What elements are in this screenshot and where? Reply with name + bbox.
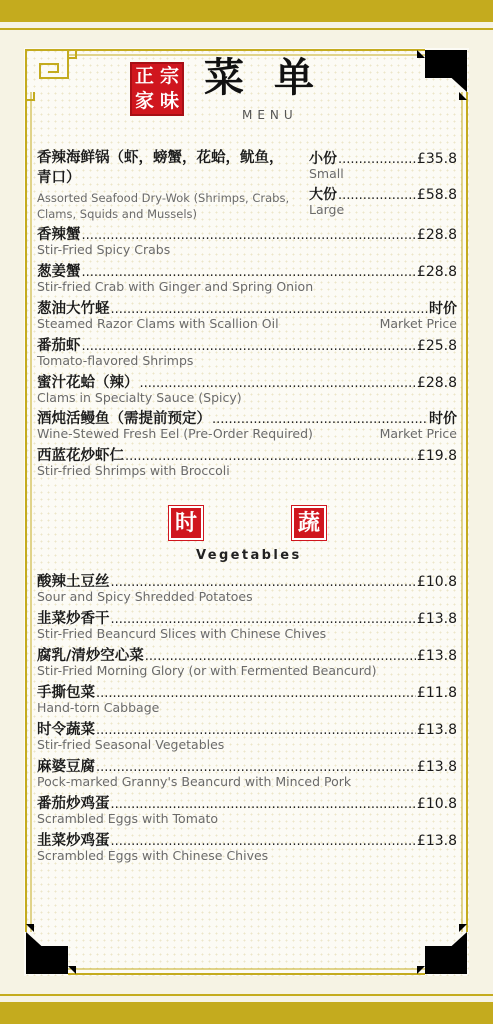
- dot-leader: [111, 302, 429, 317]
- dish-name-en: Stir-fried Seasonal Vegetables: [37, 737, 225, 752]
- menu-item: [37, 681, 457, 717]
- dish-price: £10.8: [416, 574, 457, 590]
- dot-leader: [96, 723, 416, 738]
- dot-leader: [338, 188, 416, 203]
- dish-name-zh: 酒炖活鳗鱼（需提前预定）: [37, 411, 211, 427]
- dish-name-zh: 酸辣土豆丝: [37, 574, 110, 590]
- seal-stamp: [130, 62, 184, 116]
- dot-leader: [111, 834, 416, 849]
- dot-leader: [338, 152, 416, 167]
- top-gold-bar: [0, 0, 493, 22]
- dot-leader: [212, 412, 428, 427]
- dish-name-zh: 韭菜炒鸡蛋: [37, 833, 110, 849]
- dish-name-en: Stir-fried Crab with Ginger and Spring Onion: [37, 279, 314, 294]
- dish-name-zh: 西蓝花炒虾仁: [37, 448, 124, 464]
- page-subtitle: MENU: [242, 108, 298, 122]
- dish-name-en: Stir-Fried Beancurd Slices with Chinese Chives: [37, 626, 327, 641]
- dot-leader: [82, 339, 416, 354]
- menu-item: [37, 371, 457, 407]
- dish-name-zh: 番茄虾: [37, 338, 81, 354]
- dish-name-zh: 手撕包菜: [37, 685, 95, 701]
- dot-leader: [140, 376, 416, 391]
- dot-leader: [111, 612, 416, 627]
- page-title: 菜单: [204, 54, 344, 101]
- size-label-zh: 小份: [309, 151, 337, 167]
- dish-name-en: Stir-Fried Morning Glory (or with Fermented Beancurd): [37, 663, 377, 678]
- dish-name-en: Scrambled Eggs with Chinese Chives: [37, 848, 269, 863]
- dish-price: £19.8: [416, 448, 457, 464]
- dish-name-zh: 香辣蟹: [37, 227, 81, 243]
- dish-price: £28.8: [416, 264, 457, 280]
- dish-name-en: Steamed Razor Clams with Scallion Oil: [37, 316, 279, 331]
- dish-price: £10.8: [416, 796, 457, 812]
- dish-price: £13.8: [416, 833, 457, 849]
- dish-name-en: Sour and Spicy Shredded Potatoes: [37, 589, 253, 604]
- seal-char: 味: [159, 90, 179, 112]
- dish-price: 时价: [429, 301, 457, 317]
- menu-item: [37, 260, 457, 296]
- menu-item: [37, 607, 457, 643]
- dish-price: £25.8: [416, 338, 457, 354]
- menu-item: [37, 334, 457, 370]
- dish-name-zh: 番茄炒鸡蛋: [37, 796, 110, 812]
- dish-name-zh: 香辣海鲜锅（虾，螃蟹，花蛤，鱿鱼，青口）: [37, 150, 284, 186]
- section-title-char: 时: [169, 506, 203, 540]
- seal-char: 家: [134, 90, 154, 112]
- menu-item: [37, 644, 457, 680]
- dish-price: £35.8: [416, 151, 457, 167]
- bottom-gold-bar: [0, 1002, 493, 1024]
- dish-name-en: Clams in Specialty Sauce (Spicy): [37, 390, 242, 405]
- dish-price: £11.8: [416, 685, 457, 701]
- dish-name-zh: 时令蔬菜: [37, 722, 95, 738]
- dish-name-en: Stir-fried Shrimps with Broccoli: [37, 463, 230, 478]
- dish-name-en: Scrambled Eggs with Tomato: [37, 811, 219, 826]
- menu-item-hotpot: [37, 148, 457, 222]
- menu-item: [37, 570, 457, 606]
- menu-item: [37, 297, 457, 333]
- menu-item: [37, 223, 457, 259]
- dish-price: £58.8: [416, 187, 457, 203]
- menu-item: [37, 829, 457, 865]
- menu-item: [37, 718, 457, 754]
- dish-name-zh: 蜜汁花蛤（辣）: [37, 375, 139, 391]
- dot-leader: [145, 649, 416, 664]
- dish-price: 时价: [429, 411, 457, 427]
- dish-name-en: Pock-marked Granny's Beancurd with Minced Pork: [37, 774, 352, 789]
- dot-leader: [82, 228, 416, 243]
- dish-name-zh: 韭菜炒香干: [37, 611, 110, 627]
- menu-item: [37, 792, 457, 828]
- dish-name-en: Stir-Fried Spicy Crabs: [37, 242, 171, 257]
- dish-price: £13.8: [416, 722, 457, 738]
- market-price-label: Market Price: [379, 316, 457, 331]
- seal-char: 正: [134, 65, 154, 87]
- dish-name-zh: 葱姜蟹: [37, 264, 81, 280]
- dish-name-en: Wine-Stewed Fresh Eel (Pre-Order Required): [37, 426, 313, 441]
- dish-price: £28.8: [416, 375, 457, 391]
- bottom-gold-line: [0, 994, 493, 996]
- menu-item: [37, 755, 457, 791]
- seal-char: 宗: [159, 65, 179, 87]
- section-title-en: Vegetables: [196, 548, 302, 563]
- dot-leader: [82, 265, 416, 280]
- dot-leader: [111, 575, 416, 590]
- market-price-label: Market Price: [379, 426, 457, 441]
- menu-item: [37, 407, 457, 443]
- dot-leader: [111, 797, 416, 812]
- dot-leader: [125, 449, 416, 464]
- dish-name-en: Tomato-flavored Shrimps: [37, 353, 194, 368]
- size-label-zh: 大份: [309, 187, 337, 203]
- dot-leader: [96, 760, 416, 775]
- size-option-large: [309, 184, 457, 217]
- dish-name-zh: 腐乳/清炒空心菜: [37, 648, 144, 664]
- size-label-en: Large: [309, 202, 345, 217]
- dish-price: £13.8: [416, 611, 457, 627]
- dot-leader: [96, 686, 416, 701]
- dish-price: £28.8: [416, 227, 457, 243]
- menu-item: [37, 444, 457, 480]
- size-label-en: Small: [309, 166, 344, 181]
- dish-name-zh: 麻婆豆腐: [37, 759, 95, 775]
- dish-price: £13.8: [416, 759, 457, 775]
- dish-name-en: Assorted Seafood Dry-Wok (Shrimps, Crabs, Clams, Squids and Mussels): [37, 191, 290, 221]
- size-option-small: [309, 148, 457, 181]
- top-gold-line: [0, 28, 493, 30]
- dish-name-zh: 葱油大竹蛏: [37, 301, 110, 317]
- dish-price: £13.8: [416, 648, 457, 664]
- section-title-char: 蔬: [292, 506, 326, 540]
- dish-name-en: Hand-torn Cabbage: [37, 700, 160, 715]
